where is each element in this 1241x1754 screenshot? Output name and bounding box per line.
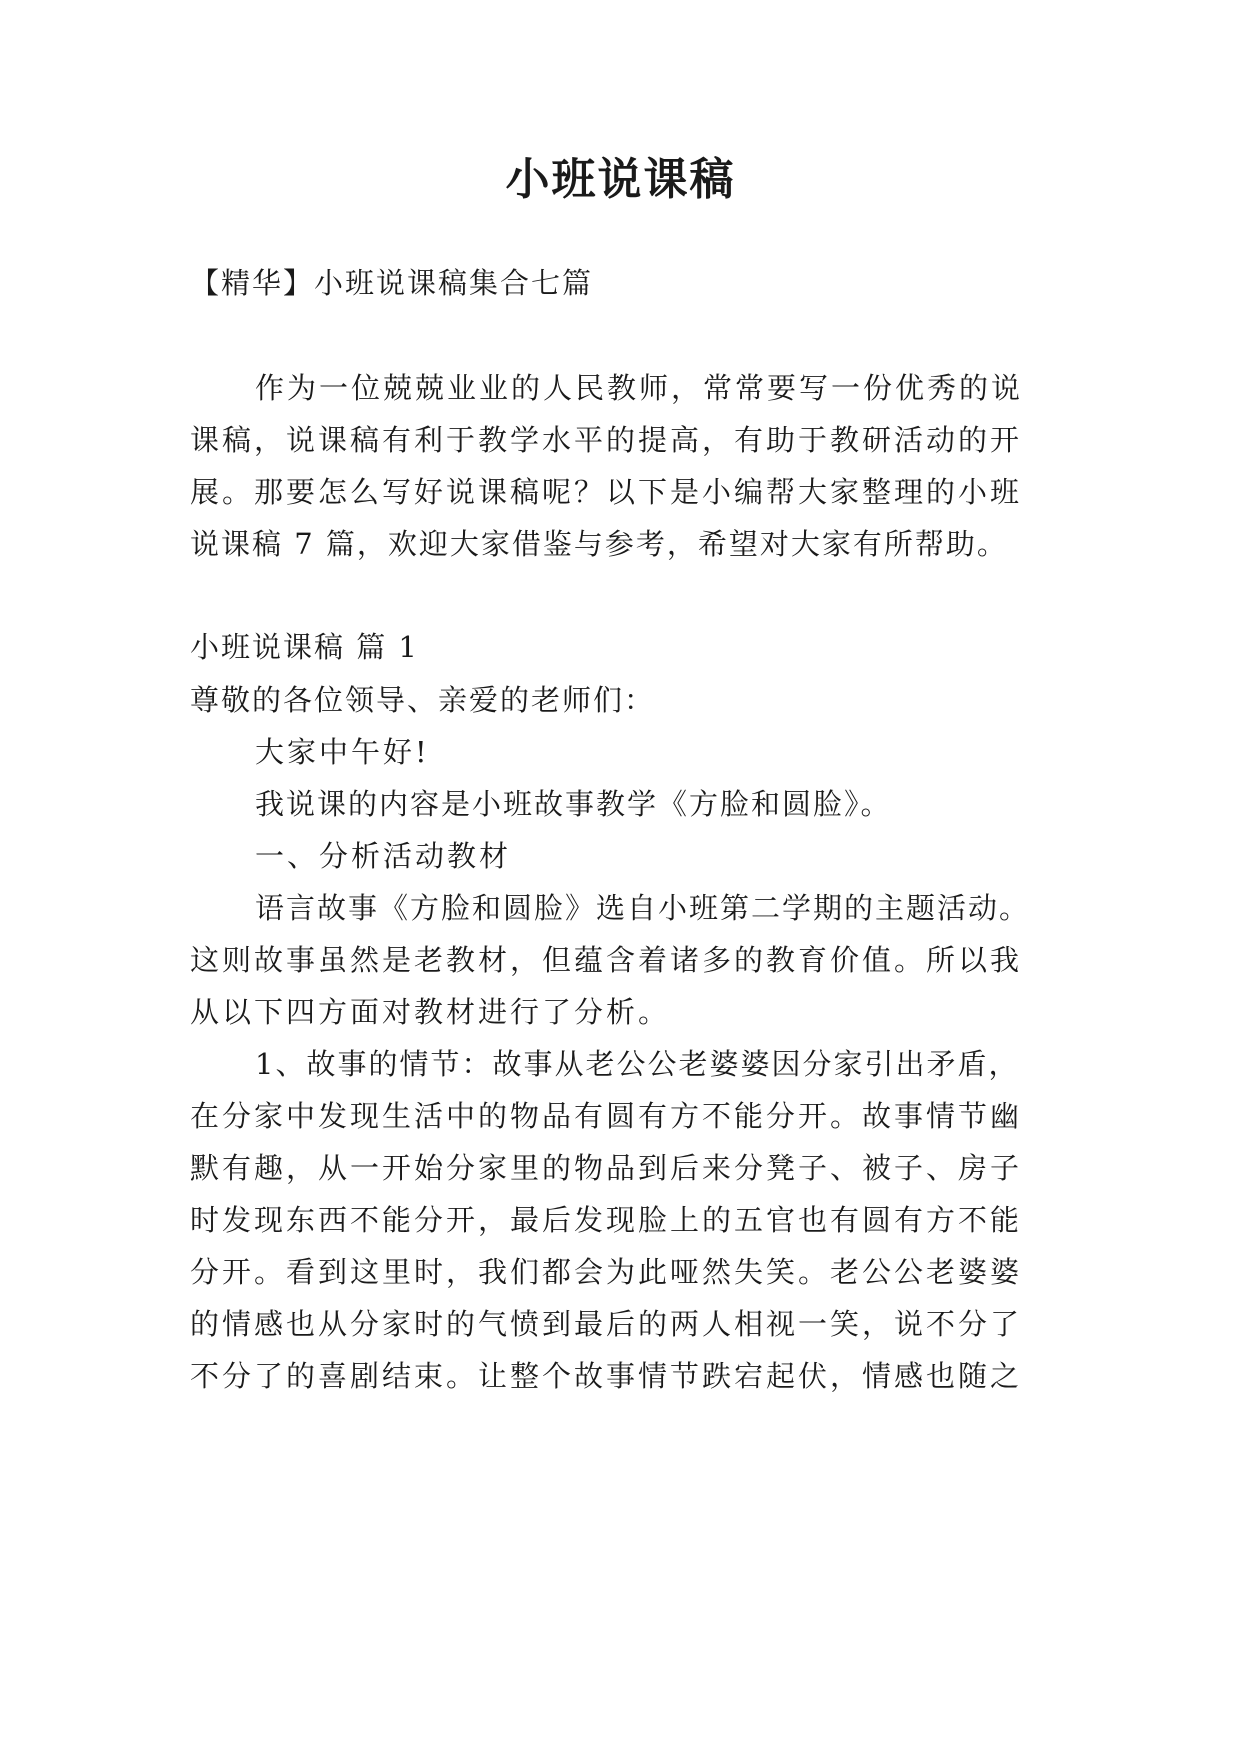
part-one-heading: 一、分析活动教材 [255, 839, 512, 873]
intro-line: 展。那要怎么写好说课稿呢？以下是小编帮大家整理的小班 [190, 475, 1023, 509]
analysis-line: 这则故事虽然是老教材，但蕴含着诸多的教育价值。所以我 [190, 943, 1023, 977]
plot-line: 分开。看到这里时，我们都会为此哑然失笑。老公公老婆婆 [190, 1255, 1023, 1289]
plot-line: 1、故事的情节：故事从老公公老婆婆因分家引出矛盾， [255, 1047, 1020, 1081]
plot-line: 的情感也从分家时的气愤到最后的两人相视一笑，说不分了 [190, 1307, 1023, 1341]
analysis-line: 语言故事《方脸和圆脸》选自小班第二学期的主题活动。 [255, 891, 1031, 925]
intro-line: 说课稿 7 篇，欢迎大家借鉴与参考，希望对大家有所帮助。 [190, 527, 1008, 561]
document-subtitle: 【精华】小班说课稿集合七篇 [190, 266, 594, 300]
intro-line: 作为一位兢兢业业的人民教师，常常要写一份优秀的说 [255, 371, 1024, 405]
salutation: 尊敬的各位领导、亲爱的老师们： [190, 683, 656, 717]
plot-line: 在分家中发现生活中的物品有圆有方不能分开。故事情节幽 [190, 1099, 1023, 1133]
plot-line: 时发现东西不能分开，最后发现脸上的五官也有圆有方不能 [190, 1203, 1023, 1237]
section-heading: 小班说课稿 篇 1 [190, 630, 419, 664]
plot-line: 默有趣，从一开始分家里的物品到后来分凳子、被子、房子 [190, 1151, 1023, 1185]
plot-line: 不分了的喜剧结束。让整个故事情节跌宕起伏，情感也随之 [190, 1359, 1023, 1393]
intro-line: 课稿，说课稿有利于教学水平的提高，有助于教研活动的开 [190, 423, 1023, 457]
greeting: 大家中午好! [255, 735, 430, 769]
content-intro: 我说课的内容是小班故事教学《方脸和圆脸》。 [255, 787, 892, 821]
analysis-line: 从以下四方面对教材进行了分析。 [190, 995, 671, 1029]
document-title: 小班说课稿 [505, 154, 736, 205]
